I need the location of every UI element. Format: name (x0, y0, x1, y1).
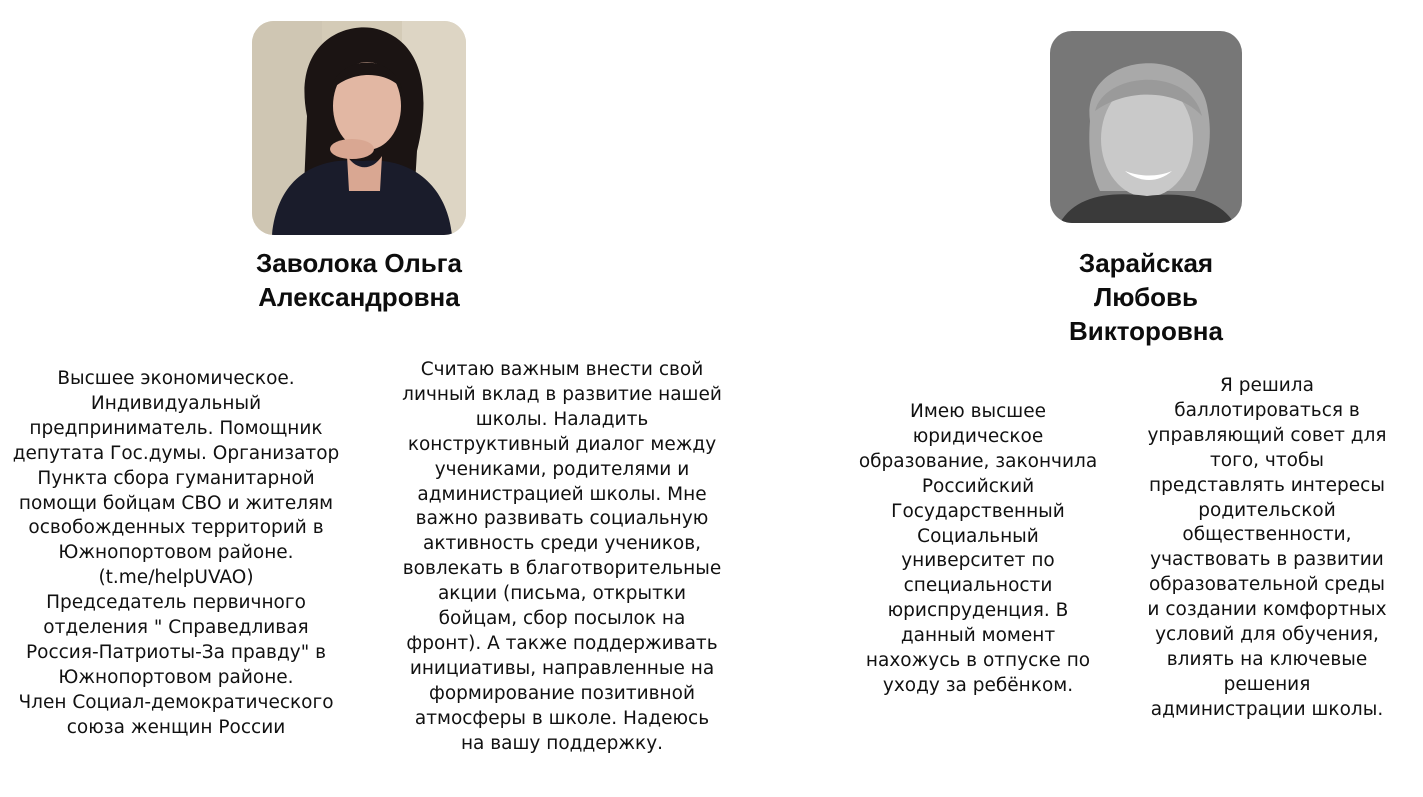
candidate-bio: Имею высшее юридическое образование, закончила Российский Государственный Социальный университет по специальности юриспруденция. В данный момент нахожусь в отпуске по уходу за ребёнком. (858, 401, 1098, 696)
candidate-photo-zavoloka (252, 21, 466, 235)
portrait-image (252, 21, 466, 235)
candidate-name: Зарайская Любовь Викторовна (1069, 248, 1223, 346)
candidate-bio: Высшее экономическое. Индивидуальный предприниматель. Помощник депутата Гос.думы. Организатор Пункта сбора гуманитарной помощи бойцам СВО и жителям освобожденных территорий в Южнопортовом районе. (t.me/helpUVAO) Председатель первичного отделения " Справедливая Россия-Патриоты-За правду" в Южнопортовом районе. Член Социал-демократического союза женщин России (12, 368, 340, 738)
portrait-image (1050, 31, 1242, 223)
candidate-statement: Я решила баллотироваться в управляющий совет для того, чтобы представлять интересы родительской общественности, участвовать в развитии образовательной среды и создании комфортных условий для обучения, влиять на ключевые решения администрации школы. (1147, 375, 1387, 720)
candidate-name: Заволока Ольга Александровна (255, 248, 463, 312)
candidate-statement: Считаю важным внести свой личный вклад в развитие нашей школы. Наладить конструктивный диалог между учениками, родителями и администрацией школы. Мне важно развивать социальную активность среди учеников, вовлекать в благотворительные акции (письма, открытки бойцам, сбор посылок на фронт). А также поддерживать инициативы, направленные на формирование позитивной атмосферы в школе. Надеюсь на вашу поддержку. (402, 359, 722, 754)
candidate-photo-zarayskaya (1050, 31, 1242, 223)
